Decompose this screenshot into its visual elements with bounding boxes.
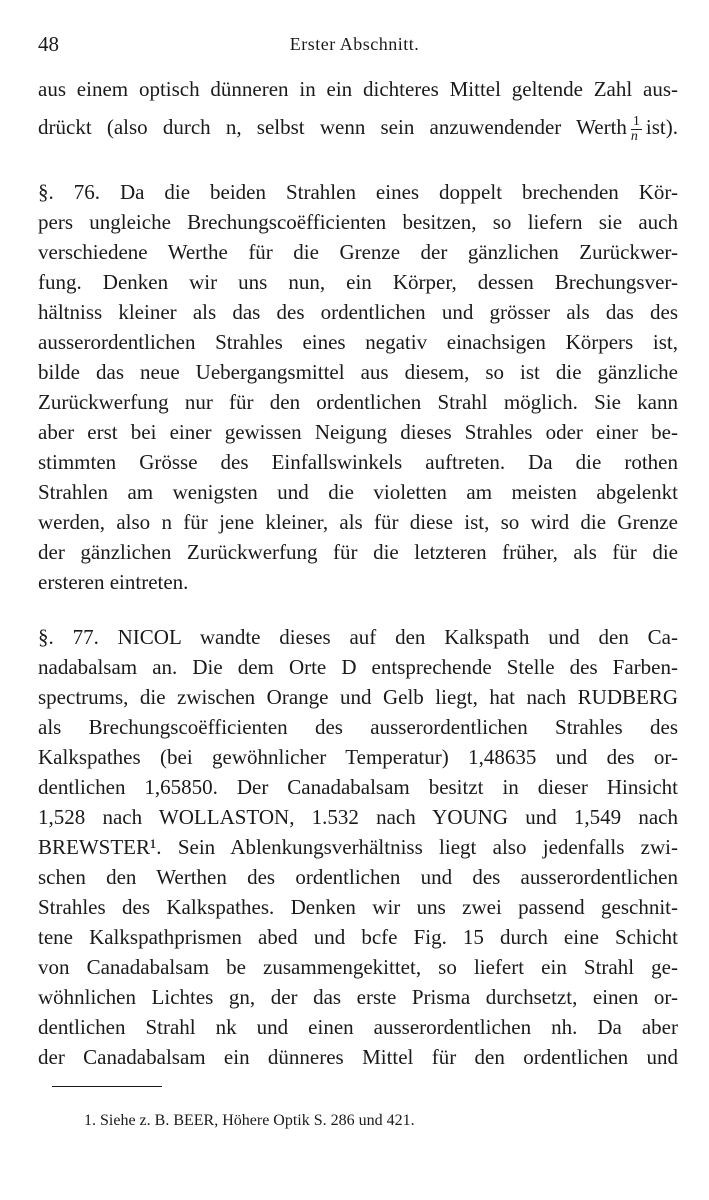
text-line: der gänzlichen Zurückwerfung für die letzteren früher, als für die — [38, 540, 678, 564]
text-line: pers ungleiche Brechungscoëfficienten besitzen, so liefern sie auch — [38, 210, 678, 234]
fraction — [631, 115, 642, 144]
text-line: von Canadabalsam be zusammengekittet, so liefert ein Strahl ge- — [38, 955, 678, 979]
text-line: ersteren eintreten. — [38, 570, 189, 594]
text-line: ausserordentlichen Strahles eines negativ einachsigen Körpers ist, — [38, 330, 678, 354]
running-head: Erster Abschnitt. — [289, 34, 420, 54]
fraction-numerator: 1 — [632, 113, 640, 129]
text-line: dentlichen Strahl nk und einen ausserordentlichen nh. Da aber — [38, 1015, 678, 1039]
text-line: aber erst bei einer gewissen Neigung dieses Strahles oder einer be- — [38, 420, 678, 444]
footnote-rule — [52, 1086, 162, 1087]
text-segment: drückt (also durch n, selbst wenn sein anzuwendender Werth — [38, 115, 627, 139]
text-line: dentlichen 1,65850. Der Canadabalsam besitzt in dieser Hinsicht — [38, 775, 678, 799]
text-line: als Brechungscoëfficienten des ausserordentlichen Strahles des — [38, 715, 678, 739]
text-line: aus einem optisch dünneren in ein dichteres Mittel geltende Zahl aus- — [38, 77, 678, 101]
text-line: 1,528 nach WOLLASTON, 1.532 nach YOUNG und 1,549 nach — [38, 805, 678, 829]
text-line: Kalkspathes (bei gewöhnlicher Temperatur) 1,48635 und des or- — [38, 745, 678, 769]
text-line: Strahlen am wenigsten und die violetten am meisten abgelenkt — [38, 480, 678, 504]
text-line: verschiedene Werthe für die Grenze der gänzlichen Zurückwer- — [38, 240, 678, 264]
text-line: werden, also n für jene kleiner, als für diese ist, so wird die Grenze — [38, 510, 678, 534]
footnote: 1. Siehe z. B. BEER, Höhere Optik S. 286 und 421. — [84, 1112, 415, 1129]
text-line: hältniss kleiner als das des ordentlichen und grösser als das des — [38, 300, 678, 324]
text-line: §. 76. Da die beiden Strahlen eines doppelt brechenden Kör- — [38, 180, 678, 204]
text-line: §. 77. NICOL wandte dieses auf den Kalkspath und den Ca- — [38, 625, 678, 649]
text-line: Zurückwerfung nur für den ordentlichen Strahl möglich. Sie kann — [38, 390, 678, 414]
text-line: spectrums, die zwischen Orange und Gelb liegt, hat nach RUDBERG — [38, 685, 678, 709]
text-line: fung. Denken wir uns nun, ein Körper, dessen Brechungsver- — [38, 270, 678, 294]
text-line: stimmten Grösse des Einfallswinkels auftreten. Da die rothen — [38, 450, 678, 474]
text-line: bilde das neue Uebergangsmittel aus diesem, so ist die gänzliche — [38, 360, 678, 384]
text-line: tene Kalkspathprismen abed und bcfe Fig. 15 durch eine Schicht — [38, 925, 678, 949]
text-line: BREWSTER¹. Sein Ablenkungsverhältniss liegt also jedenfalls zwi- — [38, 835, 678, 859]
page-header — [38, 32, 671, 58]
fraction-denominator: n — [630, 128, 638, 144]
text-line: Strahles des Kalkspathes. Denken wir uns zwei passend geschnit- — [38, 895, 678, 919]
text-line: wöhnlichen Lichtes gn, der das erste Prisma durchsetzt, einen or- — [38, 985, 678, 1009]
page-number: 48 — [38, 32, 59, 56]
text-line-with-fraction — [38, 114, 678, 144]
text-line: nadabalsam an. Die dem Orte D entsprechende Stelle des Farben- — [38, 655, 678, 679]
text-line: der Canadabalsam ein dünneres Mittel für den ordentlichen und — [38, 1045, 678, 1069]
text-segment: ist). — [645, 115, 678, 139]
text-line: schen den Werthen des ordentlichen und des ausserordentlichen — [38, 865, 678, 889]
